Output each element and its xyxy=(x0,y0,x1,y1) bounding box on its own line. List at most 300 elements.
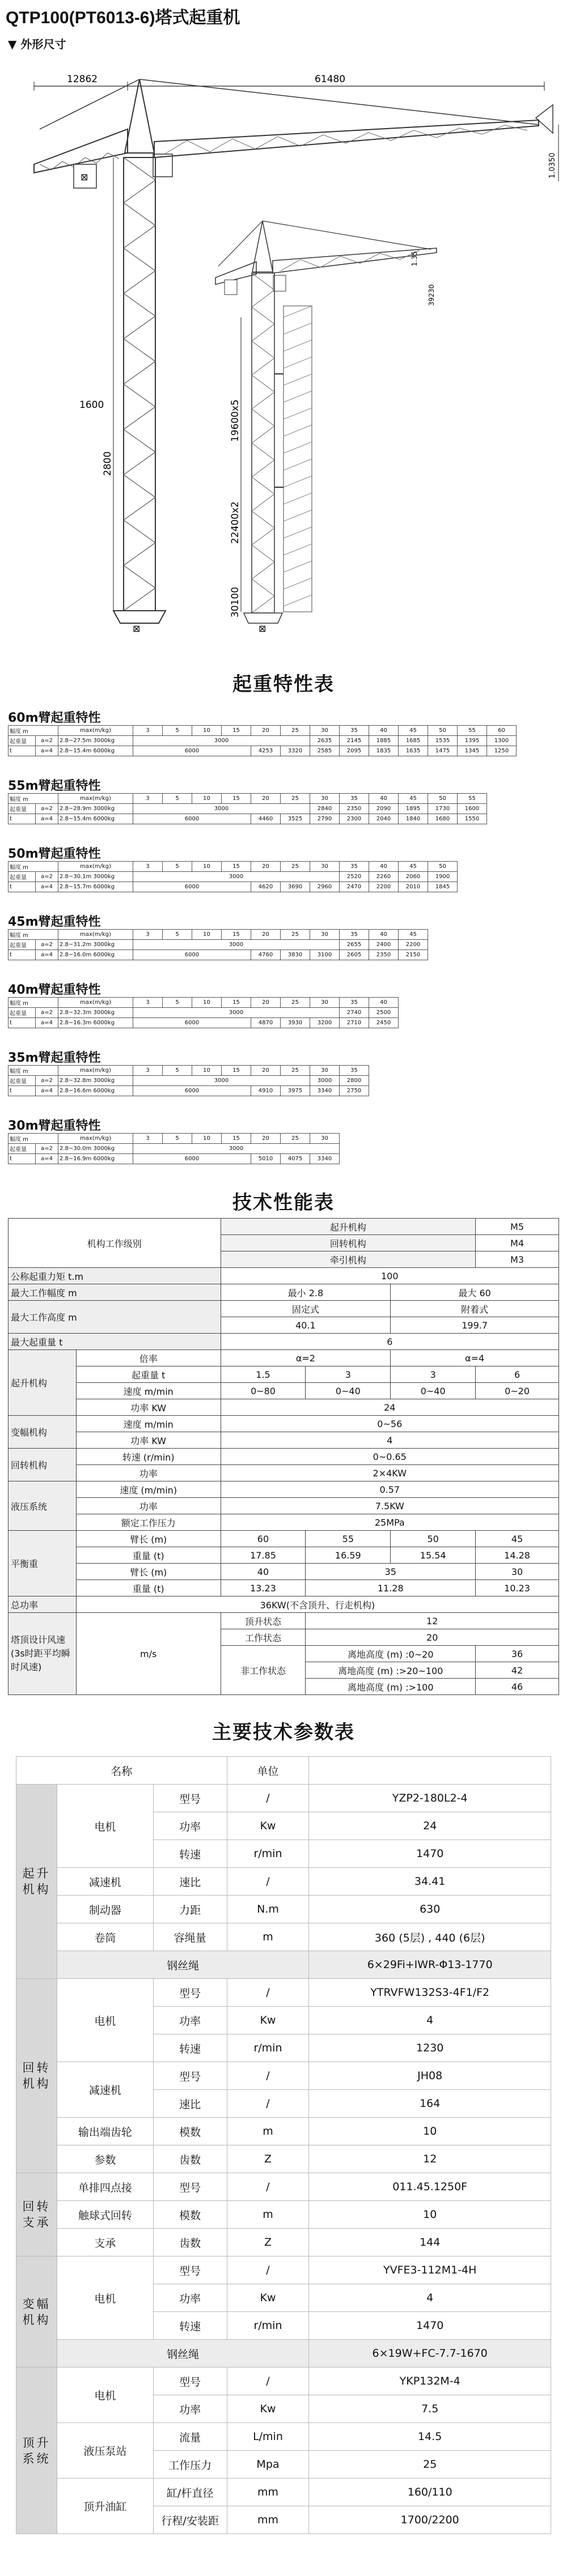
param-key: 转速 xyxy=(153,2034,227,2062)
load-chart-cell: max(m/kg) xyxy=(58,1134,133,1144)
load-chart-table xyxy=(8,861,458,892)
load-chart-table xyxy=(8,1065,369,1096)
param-unit: m xyxy=(227,2118,309,2145)
counterweight-label: 平衡重 xyxy=(9,1531,77,1596)
dim-135: 1.35 xyxy=(411,251,418,266)
base-label-1: ⊠ xyxy=(133,623,141,634)
load-chart-cell: 6000 xyxy=(133,1018,251,1028)
load-chart-cell: 2.8~30.0m 3000kg xyxy=(58,1144,133,1154)
param-key: 型号 xyxy=(153,2256,227,2284)
param-value: YKP132M-4 xyxy=(309,2368,551,2395)
dim-counter-jib: 12862 xyxy=(67,74,98,85)
param-unit: / xyxy=(227,1979,309,2007)
param-value: 4 xyxy=(309,2007,551,2034)
moment-label: 公称起重力矩 t.m xyxy=(9,1268,221,1284)
dim-22400x2: 22400x2 xyxy=(230,501,241,544)
cw-weight-cell: 10.23 xyxy=(476,1580,559,1596)
load-chart-table xyxy=(8,793,487,824)
param-value: 6×29Fi+IWR-Φ13-1770 xyxy=(309,1951,551,1979)
cw-weight-label: 重量 (t) xyxy=(76,1547,221,1564)
cw-arm-cell: 35 xyxy=(306,1564,476,1580)
param-unit: / xyxy=(227,2256,309,2284)
load-chart-cell: 1345 xyxy=(458,746,487,756)
radius-max: 最大 60 xyxy=(391,1284,559,1301)
load-chart-cell: 2470 xyxy=(340,882,369,892)
load-chart-cell: 起重量 xyxy=(9,940,36,950)
radius-min: 最小 2.8 xyxy=(221,1284,391,1301)
load-chart-cell: a=2 xyxy=(36,1008,58,1018)
load-chart-cell: 2300 xyxy=(340,814,369,824)
load-chart-cell: 3000 xyxy=(133,940,340,950)
param-key: 工作压力 xyxy=(153,2451,227,2479)
param-unit: m xyxy=(227,1923,309,1951)
load-chart-cell: 45 xyxy=(399,930,428,940)
load-chart-cell: 3340 xyxy=(310,1154,340,1164)
load-chart-cell: 4460 xyxy=(251,814,281,824)
load-chart-cell: 2090 xyxy=(369,804,399,814)
load-chart-cell: 2790 xyxy=(310,814,340,824)
performance-table xyxy=(8,1218,559,1695)
param-key: 速比 xyxy=(153,1868,227,1896)
load-chart-cell: t xyxy=(9,1154,36,1164)
load-chart-cell: 幅度 m xyxy=(9,1066,58,1076)
load-chart-cell: 3 xyxy=(133,862,163,872)
radius-label: 最大工作幅度 m xyxy=(9,1284,221,1301)
dim-2800: 2800 xyxy=(102,451,113,476)
svg-text:⊠: ⊠ xyxy=(81,172,88,182)
height-tied-label: 附着式 xyxy=(391,1301,559,1317)
load-chart-cell: 2520 xyxy=(340,872,369,882)
load-chart-cell: 20 xyxy=(251,1134,281,1144)
load-chart-cell: 2.8~32.8m 3000kg xyxy=(58,1076,133,1086)
load-chart-cell: a=4 xyxy=(36,746,58,756)
load-chart-cell: 2200 xyxy=(399,940,428,950)
param-value: 6×19W+FC-7.7-1670 xyxy=(309,2340,551,2368)
slew-power-label: 功率 xyxy=(76,1465,221,1481)
load-chart-cell: 25 xyxy=(281,794,310,804)
load-chart-heading: 55m臂起重特性 xyxy=(8,779,101,793)
work-class-value: M4 xyxy=(476,1235,559,1251)
load-chart-cell: a=2 xyxy=(36,1144,58,1154)
load-chart-cell: max(m/kg) xyxy=(58,1066,133,1076)
load-chart-cell: 4760 xyxy=(251,950,281,960)
group-trolley: 变幅机构 xyxy=(16,2256,57,2368)
height-label: 最大工作高度 m xyxy=(9,1301,221,1334)
param-unit: N.m xyxy=(227,1896,309,1923)
load-chart-cell: 1900 xyxy=(428,872,458,882)
param-unit: Kw xyxy=(227,2007,309,2034)
load-chart-cell: 2500 xyxy=(369,1008,399,1018)
load-chart-cell: 3000 xyxy=(310,1076,340,1086)
load-chart-cell: a=2 xyxy=(36,940,58,950)
param-key: 功率 xyxy=(153,2007,227,2034)
load-chart-cell: 5 xyxy=(163,1066,192,1076)
dimension-drawing xyxy=(0,57,567,635)
max-load-value: 6 xyxy=(221,1334,558,1350)
param-unit: Kw xyxy=(227,1812,309,1840)
load-chart-cell: 25 xyxy=(281,1066,310,1076)
params-title: 主要技术参数表 xyxy=(212,1721,355,1744)
load-chart-cell: 5010 xyxy=(251,1154,281,1164)
dim-30100: 30100 xyxy=(230,586,241,618)
load-chart-cell: a=4 xyxy=(36,950,58,960)
work-class-name: 牵引机构 xyxy=(221,1251,476,1268)
load-chart-cell: 2010 xyxy=(399,882,428,892)
work-class-label: 机构工作级别 xyxy=(9,1219,221,1268)
load-chart-cell: 3 xyxy=(133,794,163,804)
dim-39230: 39230 xyxy=(428,284,435,306)
hoist-ratio-4: α=4 xyxy=(391,1350,559,1366)
load-chart-cell: a=4 xyxy=(36,882,58,892)
total-power-value: 36KW(不含顶升、行走机构) xyxy=(76,1596,558,1613)
cw-arm-label: 臂长 (m) xyxy=(76,1564,221,1580)
load-chart-cell: 20 xyxy=(251,930,281,940)
param-value: YZP2-180L2-4 xyxy=(309,1785,551,1812)
load-chart-cell: 幅度 m xyxy=(9,1134,58,1144)
hoist-speed-cell: 0~40 xyxy=(306,1383,391,1399)
load-chart-cell: 2655 xyxy=(340,940,369,950)
param-value: 1700/2200 xyxy=(309,2506,551,2534)
load-chart-cell: 2585 xyxy=(310,746,340,756)
load-chart-cell: 2.8~16.0m 6000kg xyxy=(58,950,133,960)
cw-arm-cell: 40 xyxy=(221,1564,306,1580)
hoist-speed-cell: 0~80 xyxy=(221,1383,306,1399)
load-chart-cell: 10 xyxy=(192,862,222,872)
load-chart-cell: 3975 xyxy=(281,1086,310,1096)
load-chart-cell: 1535 xyxy=(428,736,458,746)
param-key: 转速 xyxy=(153,2312,227,2340)
load-chart-cell: 10 xyxy=(192,998,222,1008)
dim-19600x5: 19600x5 xyxy=(230,399,241,442)
load-chart-heading: 30m臂起重特性 xyxy=(8,1119,101,1133)
slew-reducer: 减速机 xyxy=(57,2062,153,2118)
load-chart-cell: max(m/kg) xyxy=(58,794,133,804)
cw-arm-cell: 55 xyxy=(306,1531,391,1547)
load-chart-cell: 30 xyxy=(310,998,340,1008)
param-unit: mm xyxy=(227,2479,309,2506)
load-chart-cell: 3000 xyxy=(133,872,340,882)
load-chart-cell: 1475 xyxy=(428,746,458,756)
load-chart-title: 起重特性表 xyxy=(232,673,335,696)
param-unit: / xyxy=(227,2062,309,2090)
param-key: 流量 xyxy=(153,2423,227,2451)
param-unit: L/min xyxy=(227,2423,309,2451)
param-key: 型号 xyxy=(153,2173,227,2201)
load-chart-cell: 10 xyxy=(192,930,222,940)
load-chart-cell: 1885 xyxy=(369,736,399,746)
load-chart-cell: 4253 xyxy=(251,746,281,756)
wind-work-value: 20 xyxy=(306,1629,559,1646)
slew-motor: 电机 xyxy=(57,1979,153,2062)
param-key: 模数 xyxy=(153,2201,227,2229)
load-chart-cell: 3320 xyxy=(281,746,310,756)
load-chart-cell: 3340 xyxy=(310,1086,340,1096)
load-chart-cell: 35 xyxy=(340,794,369,804)
hydraulic-speed-value: 0.57 xyxy=(221,1481,558,1498)
load-chart-cell: a=2 xyxy=(36,872,58,882)
hoist-speed-cell: 0~40 xyxy=(391,1383,476,1399)
load-chart-cell: 2450 xyxy=(369,1018,399,1028)
load-chart-cell: a=4 xyxy=(36,1086,58,1096)
load-chart-cell: 1840 xyxy=(399,814,428,824)
cw-weight-cell: 14.28 xyxy=(476,1547,559,1564)
load-chart-cell: 起重量 xyxy=(9,1076,36,1086)
load-chart-cell: 1685 xyxy=(399,736,428,746)
load-chart-cell: max(m/kg) xyxy=(58,726,133,736)
load-chart-cell: 2350 xyxy=(369,950,399,960)
hoist-load-label: 起重量 t xyxy=(76,1366,221,1383)
height-fixed-value: 40.1 xyxy=(221,1317,391,1334)
load-chart-cell: 2.8~31.2m 3000kg xyxy=(58,940,133,950)
load-chart-cell: 10 xyxy=(192,794,222,804)
load-chart-cell: 45 xyxy=(399,862,428,872)
wind-idle-height: 离地高度 (m) :>20~100 xyxy=(306,1662,476,1679)
load-chart-cell: 1835 xyxy=(369,746,399,756)
load-chart-table xyxy=(8,1133,340,1164)
load-chart-cell: 2800 xyxy=(340,1076,369,1086)
load-chart-cell: t xyxy=(9,950,36,960)
load-chart-cell: 起重量 xyxy=(9,872,36,882)
hoist-label: 起升机构 xyxy=(9,1350,77,1416)
hoist-load-cell: 1.5 xyxy=(221,1366,306,1383)
load-chart-table xyxy=(8,929,428,960)
group-jack: 顶升系统 xyxy=(16,2368,57,2534)
param-value: JH08 xyxy=(309,2062,551,2090)
param-value: 164 xyxy=(309,2090,551,2118)
load-chart-cell: 25 xyxy=(281,862,310,872)
cw-arm-cell: 30 xyxy=(476,1564,559,1580)
param-unit: Kw xyxy=(227,2395,309,2423)
load-chart-cell: 5 xyxy=(163,726,192,736)
param-value: 4 xyxy=(309,2284,551,2312)
param-unit: m xyxy=(227,2201,309,2229)
load-chart-cell: 50 xyxy=(428,794,458,804)
hydraulic-label: 液压系统 xyxy=(9,1481,77,1531)
bearing-label: 触球式回转 xyxy=(57,2201,153,2229)
param-key: 缸/杆直径 xyxy=(153,2479,227,2506)
hoist-load-cell: 3 xyxy=(306,1366,391,1383)
load-chart-cell: 45 xyxy=(399,726,428,736)
load-chart-cell: 2.8~15.4m 6000kg xyxy=(58,814,133,824)
load-chart-cell: 2150 xyxy=(399,950,428,960)
load-chart-cell: 2.8~16.6m 6000kg xyxy=(58,1086,133,1096)
hoist-ratio-2: α=2 xyxy=(221,1350,391,1366)
section-label: ▼ 外形尺寸 xyxy=(8,37,66,51)
load-chart-heading: 50m臂起重特性 xyxy=(8,847,101,861)
cw-weight-cell: 17.85 xyxy=(221,1547,306,1564)
param-unit: r/min xyxy=(227,2312,309,2340)
bearing-label: 支承 xyxy=(57,2229,153,2256)
load-chart-cell: 20 xyxy=(251,998,281,1008)
load-chart-cell: 55 xyxy=(458,726,487,736)
load-chart-cell: 5 xyxy=(163,930,192,940)
load-chart-cell: 45 xyxy=(399,794,428,804)
wind-label: 塔顶设计风速(3s时距平均瞬时风速) xyxy=(9,1613,77,1695)
group-slew: 回转机构 xyxy=(16,1979,57,2173)
slew-pinion-params: 参数 xyxy=(57,2145,153,2173)
performance-title: 技术性能表 xyxy=(232,1191,335,1214)
params-table xyxy=(16,1756,551,2534)
load-chart-cell: 15 xyxy=(222,998,251,1008)
param-unit: / xyxy=(227,2173,309,2201)
load-chart-cell: 3 xyxy=(133,1134,163,1144)
wind-idle-height: 离地高度 (m) :>100 xyxy=(306,1679,476,1695)
param-value: 7.5 xyxy=(309,2395,551,2423)
load-chart-heading: 45m臂起重特性 xyxy=(8,915,101,929)
dim-jib-height: 1.0350 xyxy=(548,152,557,178)
jack-motor: 电机 xyxy=(57,2368,153,2423)
load-chart-cell: 2145 xyxy=(340,736,369,746)
param-unit: / xyxy=(227,2368,309,2395)
load-chart-cell: a=4 xyxy=(36,814,58,824)
load-chart-cell: 5 xyxy=(163,998,192,1008)
hoist-power-value: 24 xyxy=(221,1399,558,1416)
load-chart-cell: 2040 xyxy=(369,814,399,824)
load-chart-cell: a=4 xyxy=(36,1154,58,1164)
load-chart-cell: 30 xyxy=(310,726,340,736)
hydraulic-pressure-label: 额定工作压力 xyxy=(76,1514,221,1531)
load-chart-cell: 3000 xyxy=(133,736,310,746)
load-chart-cell: 30 xyxy=(310,1066,340,1076)
param-key: 转速 xyxy=(153,1840,227,1868)
param-value: 144 xyxy=(309,2229,551,2256)
param-value: 24 xyxy=(309,1812,551,1840)
load-chart-cell: 6000 xyxy=(133,1154,251,1164)
load-chart-cell: 6000 xyxy=(133,882,251,892)
work-class-name: 起升机构 xyxy=(221,1219,476,1235)
load-chart-cell: 15 xyxy=(222,1066,251,1076)
param-unit: Kw xyxy=(227,2284,309,2312)
col-unit: 单位 xyxy=(227,1757,309,1785)
hydraulic-power-label: 功率 xyxy=(76,1498,221,1514)
load-chart-cell: 40 xyxy=(369,726,399,736)
moment-value: 100 xyxy=(221,1268,558,1284)
hoist-brake: 制动器 xyxy=(57,1896,153,1923)
slew-speed-value: 0~0.65 xyxy=(221,1449,558,1465)
param-value: 630 xyxy=(309,1896,551,1923)
param-unit: / xyxy=(227,1868,309,1896)
cw-weight-cell: 16.59 xyxy=(306,1547,391,1564)
load-chart-cell: 4075 xyxy=(281,1154,310,1164)
load-chart-cell: max(m/kg) xyxy=(58,930,133,940)
load-chart-cell: 30 xyxy=(310,862,340,872)
wind-idle-label: 非工作状态 xyxy=(221,1646,306,1695)
load-chart-cell: 2.8~28.9m 3000kg xyxy=(58,804,133,814)
load-chart-cell: 50 xyxy=(428,862,458,872)
jack-cylinder: 顶升油缸 xyxy=(57,2479,153,2534)
cw-arm-label: 臂长 (m) xyxy=(76,1531,221,1547)
load-chart-cell: 3 xyxy=(133,998,163,1008)
wind-idle-height: 离地高度 (m) :0~20 xyxy=(306,1646,476,1662)
param-value: 1470 xyxy=(309,1840,551,1868)
load-chart-cell: 1395 xyxy=(458,736,487,746)
load-chart-cell: 3000 xyxy=(133,1144,340,1154)
load-chart-cell: a=2 xyxy=(36,804,58,814)
load-chart-cell: 2.8~30.1m 3000kg xyxy=(58,872,133,882)
param-key: 型号 xyxy=(153,2062,227,2090)
param-key: 型号 xyxy=(153,1785,227,1812)
param-value: 10 xyxy=(309,2118,551,2145)
load-chart-cell: 10 xyxy=(192,1134,222,1144)
load-chart-heading: 40m臂起重特性 xyxy=(8,983,101,997)
load-chart-cell: 50 xyxy=(428,726,458,736)
load-chart-cell: 4870 xyxy=(251,1018,281,1028)
trolley-power-label: 功率 KW xyxy=(76,1432,221,1449)
param-key: 容绳量 xyxy=(153,1923,227,1951)
param-key: 功率 xyxy=(153,2395,227,2423)
load-chart-cell: 1250 xyxy=(487,746,517,756)
hoist-motor: 电机 xyxy=(57,1785,153,1868)
load-chart-cell: a=2 xyxy=(36,736,58,746)
param-key: 型号 xyxy=(153,1979,227,2007)
group-hoist: 起升机构 xyxy=(16,1785,57,1979)
slew-label: 回转机构 xyxy=(9,1449,77,1481)
param-value: 12 xyxy=(309,2145,551,2173)
load-chart-cell: a=2 xyxy=(36,1076,58,1086)
load-chart-cell: 25 xyxy=(281,998,310,1008)
wind-unit: m/s xyxy=(76,1613,221,1695)
hoist-power-label: 功率 KW xyxy=(76,1399,221,1416)
param-key: 齿数 xyxy=(153,2229,227,2256)
load-chart-cell: 幅度 m xyxy=(9,998,58,1008)
load-chart-cell: 2740 xyxy=(340,1008,369,1018)
load-chart-cell: 30 xyxy=(310,794,340,804)
work-class-value: M3 xyxy=(476,1251,559,1268)
hoist-speed-label: 速度 m/min xyxy=(76,1383,221,1399)
trolley-label: 变幅机构 xyxy=(9,1416,77,1449)
load-chart-cell: 15 xyxy=(222,930,251,940)
cw-weight-cell: 15.54 xyxy=(391,1547,476,1564)
trolley-motor: 电机 xyxy=(57,2256,153,2340)
max-load-label: 最大起重量 t xyxy=(9,1334,221,1350)
param-unit: r/min xyxy=(227,2034,309,2062)
load-chart-cell: max(m/kg) xyxy=(58,862,133,872)
hoist-speed-cell: 0~20 xyxy=(476,1383,559,1399)
work-class-value: M5 xyxy=(476,1219,559,1235)
load-chart-cell: 35 xyxy=(340,930,369,940)
param-value: YTRVFW132S3-4F1/F2 xyxy=(309,1979,551,2007)
load-chart-cell: t xyxy=(9,1086,36,1096)
trolley-rope: 钢丝绳 xyxy=(57,2340,308,2368)
load-chart-cell: 30 xyxy=(310,930,340,940)
load-chart-cell: 3 xyxy=(133,726,163,736)
hoist-load-cell: 6 xyxy=(476,1366,559,1383)
param-value: 1470 xyxy=(309,2312,551,2340)
param-value: 011.45.1250F xyxy=(309,2173,551,2201)
cw-weight-label: 重量 (t) xyxy=(76,1580,221,1596)
slew-pinion: 输出端齿轮 xyxy=(57,2118,153,2145)
slew-speed-label: 转速 (r/min) xyxy=(76,1449,221,1465)
wind-jack-value: 12 xyxy=(306,1613,559,1629)
trolley-speed-value: 0~56 xyxy=(221,1416,558,1432)
load-chart-cell: 15 xyxy=(222,862,251,872)
load-chart-cell: a=4 xyxy=(36,1018,58,1028)
load-chart-cell: 20 xyxy=(251,862,281,872)
load-chart-cell: 3930 xyxy=(281,1018,310,1028)
hydraulic-pressure-value: 25MPa xyxy=(221,1514,558,1531)
param-key: 行程/安装距 xyxy=(153,2506,227,2534)
load-chart-cell: 1895 xyxy=(399,804,428,814)
dim-1600: 1600 xyxy=(79,399,104,411)
load-chart-table xyxy=(8,997,399,1028)
load-chart-cell: 1730 xyxy=(428,804,458,814)
load-chart-heading: 35m臂起重特性 xyxy=(8,1051,101,1065)
load-chart-cell: 2605 xyxy=(340,950,369,960)
param-unit: Z xyxy=(227,2229,309,2256)
param-unit: r/min xyxy=(227,1840,309,1868)
load-chart-cell: 5 xyxy=(163,794,192,804)
hydraulic-power-value: 7.5KW xyxy=(221,1498,558,1514)
